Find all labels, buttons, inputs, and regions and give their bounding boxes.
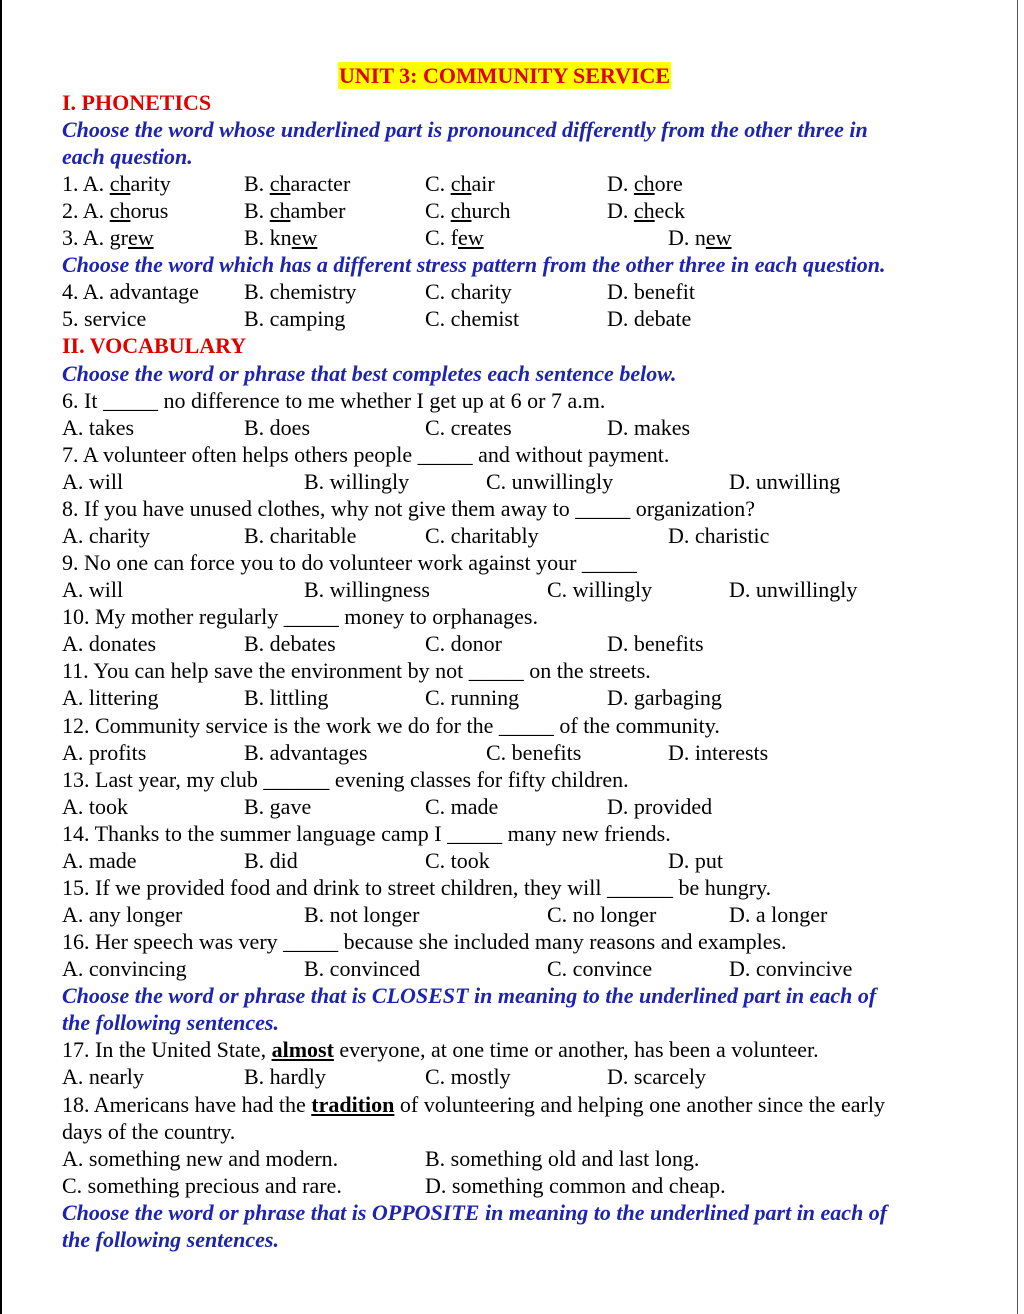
q11-option-d: D. garbaging bbox=[607, 685, 722, 710]
q7-option-c: C. unwillingly bbox=[486, 469, 614, 494]
q3-option-a: 3. A. grew bbox=[62, 225, 154, 250]
q12-option-c: C. benefits bbox=[486, 740, 582, 765]
q13-stem: 13. Last year, my club ______ evening classes for fifty children. bbox=[62, 767, 629, 792]
instruction-closest: Choose the word or phrase that is CLOSEST in meaning to the underlined part in each of bbox=[62, 983, 877, 1008]
q18-stem: 18. Americans have had the tradition of volunteering and helping one another since the early bbox=[62, 1092, 885, 1117]
q9-option-c: C. willingly bbox=[547, 577, 653, 602]
q17-option-c: C. mostly bbox=[425, 1064, 511, 1089]
q2-option-d: D. check bbox=[607, 198, 686, 223]
q12-stem: 12. Community service is the work we do for the _____ of the community. bbox=[62, 713, 720, 738]
q12-option-a: A. profits bbox=[62, 740, 147, 765]
instruction-opposite-cont: the following sentences. bbox=[62, 1227, 279, 1252]
q14-option-a: A. made bbox=[62, 848, 137, 873]
q4-option-c: C. charity bbox=[425, 279, 512, 304]
q17-stem: 17. In the United State, almost everyone, at one time or another, has been a volunteer. bbox=[62, 1037, 819, 1062]
q7-option-d: D. unwilling bbox=[729, 469, 841, 494]
q16-stem: 16. Her speech was very _____ because she included many reasons and examples. bbox=[62, 929, 787, 954]
q6-option-a: A. takes bbox=[62, 415, 135, 440]
q1-option-d: D. chore bbox=[607, 171, 683, 196]
q6-option-d: D. makes bbox=[607, 415, 691, 440]
q8-stem: 8. If you have unused clothes, why not give them away to _____ organization? bbox=[62, 496, 756, 521]
q10-option-d: D. benefits bbox=[607, 631, 704, 656]
q11-option-b: B. littling bbox=[244, 685, 329, 710]
q8-option-d: D. charistic bbox=[668, 523, 770, 548]
q3-option-d: D. new bbox=[668, 225, 732, 250]
q18-underlined-word: tradition bbox=[311, 1092, 395, 1117]
q15-option-b: B. not longer bbox=[304, 902, 420, 927]
q12-option-d: D. interests bbox=[668, 740, 769, 765]
q10-option-c: C. donor bbox=[425, 631, 502, 656]
q16-option-b: B. convinced bbox=[304, 956, 421, 981]
q6-option-b: B. does bbox=[244, 415, 310, 440]
q15-option-a: A. any longer bbox=[62, 902, 183, 927]
q13-option-c: C. made bbox=[425, 794, 499, 819]
q13-option-b: B. gave bbox=[244, 794, 312, 819]
q15-option-d: D. a longer bbox=[729, 902, 828, 927]
q2-option-a: 2. A. chorus bbox=[62, 198, 169, 223]
q9-stem: 9. No one can force you to do volunteer work against your _____ bbox=[62, 550, 637, 575]
q1-option-c: C. chair bbox=[425, 171, 495, 196]
q3-option-c: C. few bbox=[425, 225, 484, 250]
q8-option-b: B. charitable bbox=[244, 523, 357, 548]
q17-underlined-word: almost bbox=[271, 1037, 334, 1062]
q5-option-d: D. debate bbox=[607, 306, 692, 331]
page-border-left bbox=[0, 0, 2, 1314]
q6-option-c: C. creates bbox=[425, 415, 512, 440]
q18-option-c: C. something precious and rare. bbox=[62, 1173, 342, 1198]
instruction-stress: Choose the word which has a different stress pattern from the other three in each question. bbox=[62, 252, 886, 277]
instruction-opposite: Choose the word or phrase that is OPPOSITE in meaning to the underlined part in each of bbox=[62, 1200, 888, 1225]
q15-option-c: C. no longer bbox=[547, 902, 657, 927]
q15-stem: 15. If we provided food and drink to street children, they will ______ be hungry. bbox=[62, 875, 772, 900]
q13-option-d: D. provided bbox=[607, 794, 713, 819]
q18-option-d: D. something common and cheap. bbox=[425, 1173, 726, 1198]
q9-option-a: A. will bbox=[62, 577, 124, 602]
q1-option-b: B. character bbox=[244, 171, 351, 196]
q16-option-a: A. convincing bbox=[62, 956, 187, 981]
instruction-pronunciation: Choose the word whose underlined part is pronounced differently from the other three in bbox=[62, 117, 868, 142]
instruction-vocabulary: Choose the word or phrase that best completes each sentence below. bbox=[62, 361, 677, 386]
q10-stem: 10. My mother regularly _____ money to orphanages. bbox=[62, 604, 538, 629]
q16-option-c: C. convince bbox=[547, 956, 653, 981]
q4-option-d: D. benefit bbox=[607, 279, 695, 304]
q11-option-c: C. running bbox=[425, 685, 520, 710]
page-border-right bbox=[1017, 0, 1018, 1314]
q8-option-c: C. charitably bbox=[425, 523, 539, 548]
q5-option-a: 5. service bbox=[62, 306, 147, 331]
worksheet-title: UNIT 3: COMMUNITY SERVICE bbox=[339, 63, 671, 88]
q14-option-b: B. did bbox=[244, 848, 298, 873]
section-phonetics-heading: I. PHONETICS bbox=[62, 90, 212, 115]
instruction-closest-cont: the following sentences. bbox=[62, 1010, 279, 1035]
q17-option-a: A. nearly bbox=[62, 1064, 144, 1089]
q7-option-a: A. will bbox=[62, 469, 124, 494]
q10-option-b: B. debates bbox=[244, 631, 336, 656]
q3-option-b: B. knew bbox=[244, 225, 318, 250]
q1-option-a: 1. A. charity bbox=[62, 171, 171, 196]
q2-option-b: B. chamber bbox=[244, 198, 346, 223]
q17-option-d: D. scarcely bbox=[607, 1064, 706, 1089]
q11-option-a: A. littering bbox=[62, 685, 159, 710]
q4-option-a: 4. A. advantage bbox=[62, 279, 199, 304]
q5-option-b: B. camping bbox=[244, 306, 346, 331]
q14-option-c: C. took bbox=[425, 848, 490, 873]
q9-option-d: D. unwillingly bbox=[729, 577, 858, 602]
q4-option-b: B. chemistry bbox=[244, 279, 357, 304]
q18-stem-cont: days of the country. bbox=[62, 1119, 236, 1144]
section-vocabulary-heading: II. VOCABULARY bbox=[62, 333, 247, 358]
q10-option-a: A. donates bbox=[62, 631, 157, 656]
q9-option-b: B. willingness bbox=[304, 577, 430, 602]
q17-option-b: B. hardly bbox=[244, 1064, 326, 1089]
q14-option-d: D. put bbox=[668, 848, 723, 873]
q7-stem: 7. A volunteer often helps others people _____ and without payment. bbox=[62, 442, 670, 467]
q5-option-c: C. chemist bbox=[425, 306, 520, 331]
q8-option-a: A. charity bbox=[62, 523, 150, 548]
q12-option-b: B. advantages bbox=[244, 740, 368, 765]
q18-option-b: B. something old and last long. bbox=[425, 1146, 700, 1171]
q13-option-a: A. took bbox=[62, 794, 128, 819]
instruction-pronunciation-cont: each question. bbox=[62, 144, 193, 169]
q18-option-a: A. something new and modern. bbox=[62, 1146, 339, 1171]
q6-stem: 6. It _____ no difference to me whether I get up at 6 or 7 a.m. bbox=[62, 388, 606, 413]
q11-stem: 11. You can help save the environment by not _____ on the streets. bbox=[62, 658, 651, 683]
q2-option-c: C. church bbox=[425, 198, 511, 223]
q16-option-d: D. convincive bbox=[729, 956, 853, 981]
q7-option-b: B. willingly bbox=[304, 469, 410, 494]
q14-stem: 14. Thanks to the summer language camp I _____ many new friends. bbox=[62, 821, 671, 846]
